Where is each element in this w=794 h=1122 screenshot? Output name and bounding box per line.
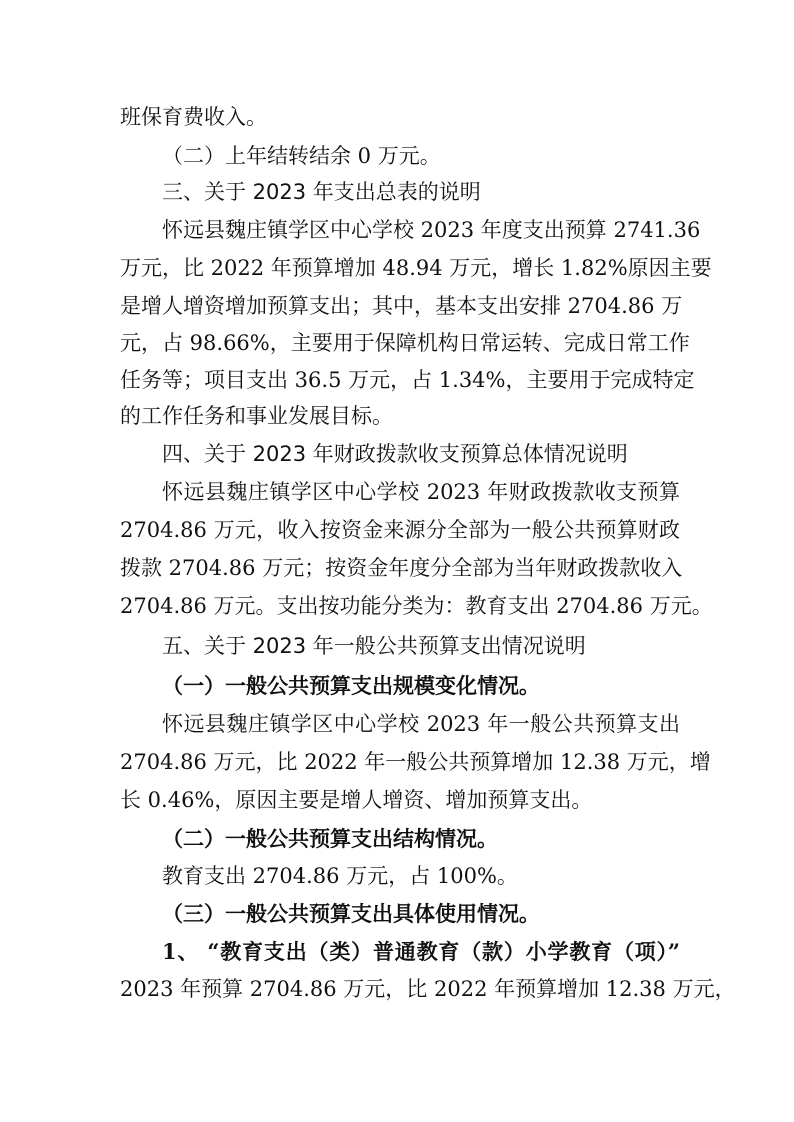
body-text-line: 怀远县魏庄镇学区中心学校 2023 年财政拨款收支预算 [162, 480, 680, 504]
section-heading: 三、关于 2023 年支出总表的说明 [162, 180, 481, 204]
body-text-line: 教育支出 2704.86 万元，占 100%。 [162, 864, 518, 888]
body-text-line: 万元，比 2022 年预算增加 48.94 万元，增长 1.82%原因主要 [120, 256, 712, 280]
body-text-line: 怀远县魏庄镇学区中心学校 2023 年一般公共预算支出 [162, 712, 680, 736]
body-text-line: 班保育费收入。 [120, 105, 267, 129]
subsection-heading: （二）一般公共预算支出结构情况。 [162, 827, 498, 851]
body-text-line: 2704.86 万元。支出按功能分类为：教育支出 2704.86 万元。 [120, 594, 713, 618]
body-text-line: 2023 年预算 2704.86 万元，比 2022 年预算增加 12.38 万元， [120, 977, 736, 1001]
body-text-line: 2704.86 万元，比 2022 年一般公共预算增加 12.38 万元，增 [120, 750, 711, 774]
body-text-line: 任务等；项目支出 36.5 万元，占 1.34%，主要用于完成特定 [120, 368, 695, 392]
body-text-line: 的工作任务和事业发展目标。 [120, 404, 393, 428]
section-heading: 五、关于 2023 年一般公共预算支出情况说明 [162, 634, 586, 658]
body-text-line: 长 0.46%，原因主要是增人增资、增加预算支出。 [120, 788, 593, 812]
section-heading: 四、关于 2023 年财政拨款收支预算总体情况说明 [162, 442, 628, 466]
body-text-line: （二）上年结转结余 0 万元。 [162, 144, 441, 168]
item-heading: 1、 “教育支出（类）普通教育（款）小学教育（项）” [162, 939, 680, 964]
subsection-heading: （三）一般公共预算支出具体使用情况。 [162, 902, 540, 926]
body-text-line: 拨款 2704.86 万元；按资金年度分全部为当年财政拨款收入 [120, 556, 683, 580]
body-text-line: 2704.86 万元，收入按资金来源分全部为一般公共预算财政 [120, 518, 680, 542]
body-text-line: 元，占 98.66%，主要用于保障机构日常运转、完成日常工作 [120, 331, 690, 355]
subsection-heading: （一）一般公共预算支出规模变化情况。 [162, 674, 540, 698]
body-text-line: 怀远县魏庄镇学区中心学校 2023 年度支出预算 2741.36 [162, 218, 701, 242]
body-text-line: 是增人增资增加预算支出；其中，基本支出安排 2704.86 万 [120, 294, 683, 318]
